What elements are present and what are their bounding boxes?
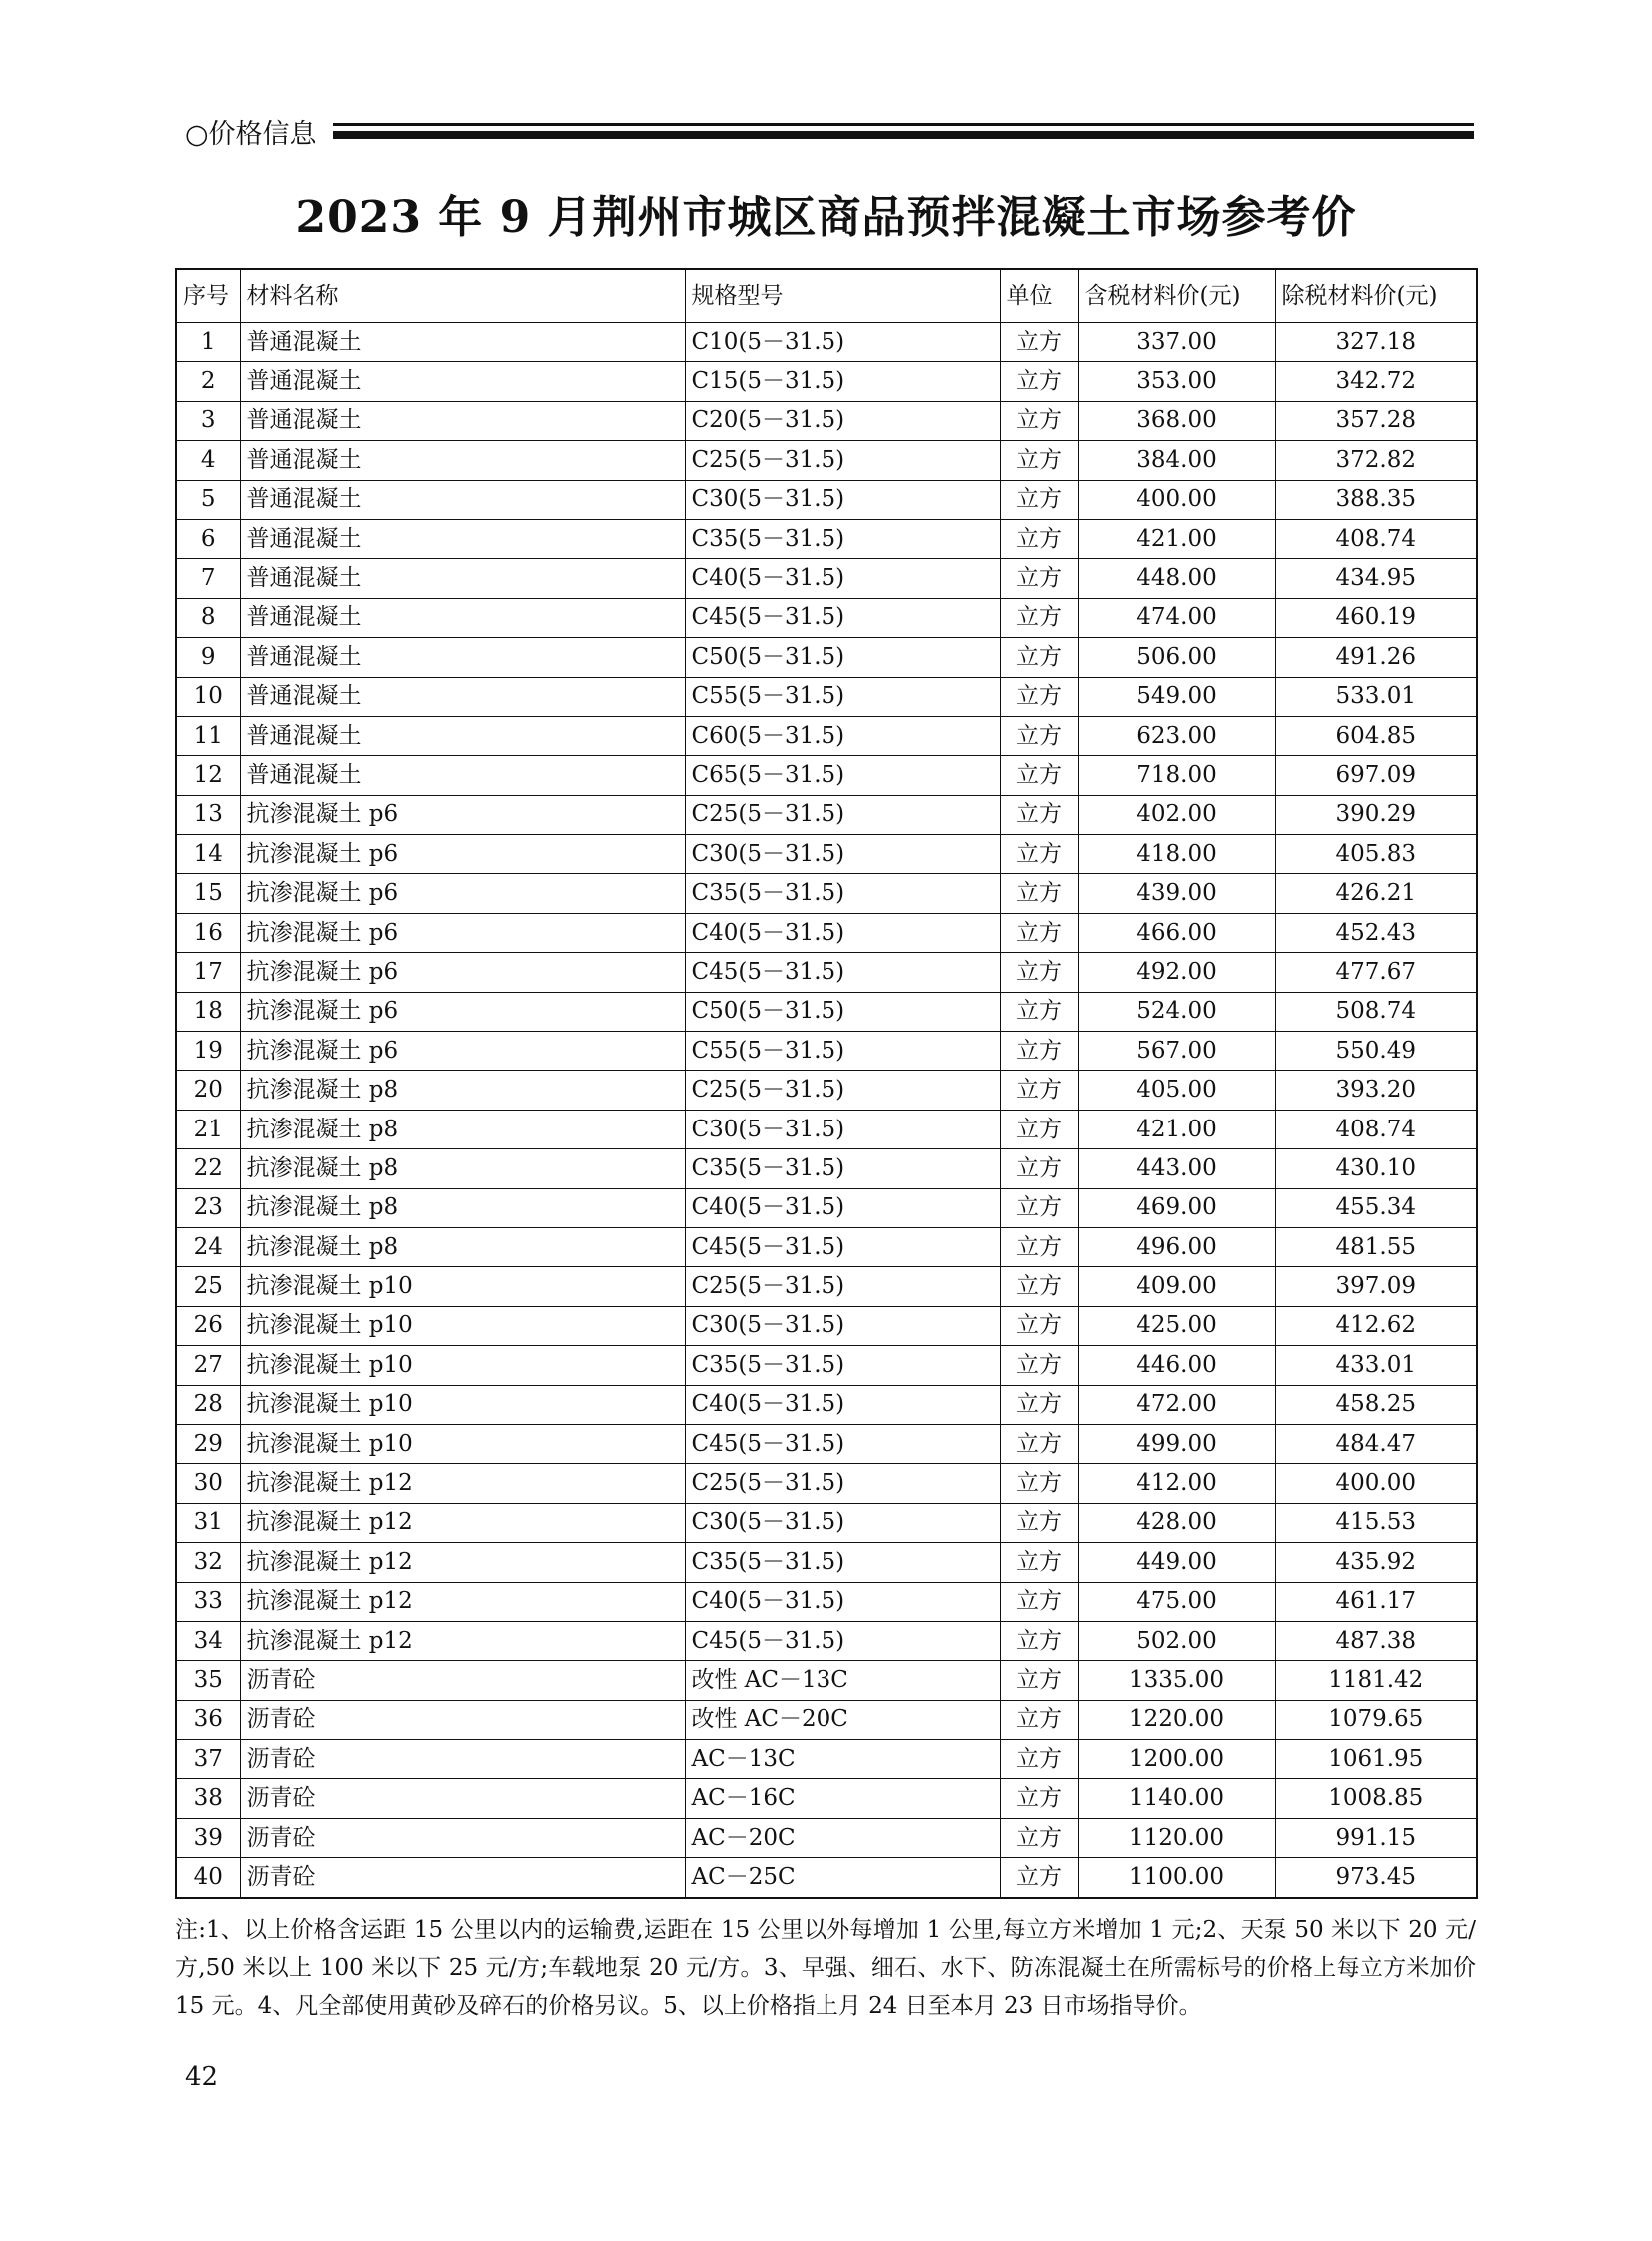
price-ex-tax: 991.15 — [1275, 1818, 1477, 1857]
price-with-tax: 421.00 — [1078, 1110, 1275, 1148]
table-row — [176, 1110, 1477, 1148]
table-row — [176, 1661, 1477, 1700]
price-with-tax: 409.00 — [1078, 1267, 1275, 1306]
price-with-tax: 474.00 — [1078, 598, 1275, 637]
table-row — [176, 1818, 1477, 1857]
row-number: 20 — [176, 1071, 240, 1110]
table-row — [176, 1424, 1477, 1463]
price-with-tax: 368.00 — [1078, 401, 1275, 440]
row-number: 12 — [176, 756, 240, 795]
row-number: 38 — [176, 1779, 240, 1818]
table-row — [176, 953, 1477, 992]
price-with-tax: 623.00 — [1078, 716, 1275, 755]
unit: 立方 — [1000, 992, 1078, 1031]
material-name: 普通混凝土 — [240, 519, 685, 558]
table-row — [176, 519, 1477, 558]
unit: 立方 — [1000, 1188, 1078, 1227]
header-rule-thin — [333, 123, 1474, 126]
unit: 立方 — [1000, 1464, 1078, 1503]
table-row — [176, 677, 1477, 716]
spec-model: C45(5－31.5) — [685, 953, 1000, 992]
spec-model: C25(5－31.5) — [685, 795, 1000, 834]
price-with-tax: 475.00 — [1078, 1582, 1275, 1621]
row-number: 39 — [176, 1818, 240, 1857]
unit: 立方 — [1000, 1149, 1078, 1188]
material-name: 抗渗混凝土 p6 — [240, 992, 685, 1031]
unit: 立方 — [1000, 1346, 1078, 1385]
price-ex-tax: 388.35 — [1275, 480, 1477, 519]
price-with-tax: 353.00 — [1078, 362, 1275, 401]
unit: 立方 — [1000, 1621, 1078, 1660]
price-ex-tax: 400.00 — [1275, 1464, 1477, 1503]
price-ex-tax: 390.29 — [1275, 795, 1477, 834]
row-number: 7 — [176, 559, 240, 598]
table-row — [176, 756, 1477, 795]
unit: 立方 — [1000, 1858, 1078, 1898]
notes-text: 注:1、以上价格含运距 15 公里以内的运输费,运距在 15 公里以外每增加 1 公里,每立方米增加 1 元;2、天泵 50 米以下 20 元/方,50 米以上 100 米以下 25 元/方;车载地泵 20 元/方。3、早强、细石、水下、防冻混凝土在所需标号的价格上每立方米加价 15 元。4、凡全部使用黄砂及碎石的价格另议。5、以上价格指上月 24 日至本月 23 日市场指导价。 — [175, 1917, 1476, 2019]
price-with-tax: 469.00 — [1078, 1188, 1275, 1227]
price-ex-tax: 973.45 — [1275, 1858, 1477, 1898]
table-row — [176, 992, 1477, 1031]
row-number: 14 — [176, 835, 240, 874]
unit: 立方 — [1000, 1032, 1078, 1071]
table-row — [176, 638, 1477, 677]
table-row — [176, 1543, 1477, 1582]
unit: 立方 — [1000, 1267, 1078, 1306]
price-with-tax: 1120.00 — [1078, 1818, 1275, 1857]
price-ex-tax: 430.10 — [1275, 1149, 1477, 1188]
row-number: 32 — [176, 1543, 240, 1582]
table-row — [176, 1149, 1477, 1188]
unit: 立方 — [1000, 559, 1078, 598]
price-with-tax: 405.00 — [1078, 1071, 1275, 1110]
table-row — [176, 1385, 1477, 1424]
section-header — [185, 115, 1474, 155]
spec-model: C45(5－31.5) — [685, 1424, 1000, 1463]
price-with-tax: 492.00 — [1078, 953, 1275, 992]
row-number: 22 — [176, 1149, 240, 1188]
material-name: 抗渗混凝土 p10 — [240, 1267, 685, 1306]
table-row — [176, 1464, 1477, 1503]
spec-model: C25(5－31.5) — [685, 1464, 1000, 1503]
material-name: 抗渗混凝土 p6 — [240, 874, 685, 913]
material-name: 普通混凝土 — [240, 638, 685, 677]
spec-model: C30(5－31.5) — [685, 1306, 1000, 1345]
table-row — [176, 1346, 1477, 1385]
row-number: 40 — [176, 1858, 240, 1898]
row-number: 6 — [176, 519, 240, 558]
row-number: 10 — [176, 677, 240, 716]
unit: 立方 — [1000, 835, 1078, 874]
unit: 立方 — [1000, 1661, 1078, 1700]
price-ex-tax: 477.67 — [1275, 953, 1477, 992]
table-row — [176, 1188, 1477, 1227]
material-name: 普通混凝土 — [240, 362, 685, 401]
price-with-tax: 421.00 — [1078, 519, 1275, 558]
unit: 立方 — [1000, 677, 1078, 716]
price-ex-tax: 433.01 — [1275, 1346, 1477, 1385]
price-with-tax: 472.00 — [1078, 1385, 1275, 1424]
unit: 立方 — [1000, 1582, 1078, 1621]
price-ex-tax: 508.74 — [1275, 992, 1477, 1031]
table-row — [176, 716, 1477, 755]
material-name: 普通混凝土 — [240, 559, 685, 598]
table-row — [176, 480, 1477, 519]
table-row — [176, 874, 1477, 913]
unit: 立方 — [1000, 1424, 1078, 1463]
material-name: 沥青砼 — [240, 1740, 685, 1779]
price-ex-tax: 412.62 — [1275, 1306, 1477, 1345]
material-name: 抗渗混凝土 p12 — [240, 1582, 685, 1621]
price-ex-tax: 342.72 — [1275, 362, 1477, 401]
row-number: 19 — [176, 1032, 240, 1071]
price-with-tax: 412.00 — [1078, 1464, 1275, 1503]
spec-model: C35(5－31.5) — [685, 1543, 1000, 1582]
material-name: 抗渗混凝土 p10 — [240, 1346, 685, 1385]
material-name: 抗渗混凝土 p10 — [240, 1306, 685, 1345]
unit: 立方 — [1000, 1110, 1078, 1148]
spec-model: C40(5－31.5) — [685, 1188, 1000, 1227]
unit: 立方 — [1000, 716, 1078, 755]
unit: 立方 — [1000, 441, 1078, 480]
spec-model: 改性 AC－13C — [685, 1661, 1000, 1700]
price-with-tax: 1220.00 — [1078, 1700, 1275, 1739]
table-row — [176, 559, 1477, 598]
material-name: 抗渗混凝土 p6 — [240, 1032, 685, 1071]
unit: 立方 — [1000, 1700, 1078, 1739]
price-ex-tax: 458.25 — [1275, 1385, 1477, 1424]
spec-model: C65(5－31.5) — [685, 756, 1000, 795]
spec-model: C50(5－31.5) — [685, 992, 1000, 1031]
row-number: 36 — [176, 1700, 240, 1739]
spec-model: C35(5－31.5) — [685, 874, 1000, 913]
material-name: 普通混凝土 — [240, 677, 685, 716]
column-header-unit: 单位 — [1000, 269, 1078, 323]
row-number: 27 — [176, 1346, 240, 1385]
price-with-tax: 337.00 — [1078, 323, 1275, 362]
price-with-tax: 1100.00 — [1078, 1858, 1275, 1898]
price-with-tax: 496.00 — [1078, 1227, 1275, 1266]
price-ex-tax: 550.49 — [1275, 1032, 1477, 1071]
spec-model: C15(5－31.5) — [685, 362, 1000, 401]
material-name: 抗渗混凝土 p6 — [240, 913, 685, 952]
price-with-tax: 443.00 — [1078, 1149, 1275, 1188]
material-name: 沥青砼 — [240, 1818, 685, 1857]
price-ex-tax: 397.09 — [1275, 1267, 1477, 1306]
row-number: 33 — [176, 1582, 240, 1621]
spec-model: C50(5－31.5) — [685, 638, 1000, 677]
price-ex-tax: 1079.65 — [1275, 1700, 1477, 1739]
table-header-row — [176, 269, 1477, 323]
price-ex-tax: 372.82 — [1275, 441, 1477, 480]
table-row — [176, 795, 1477, 834]
material-name: 抗渗混凝土 p8 — [240, 1149, 685, 1188]
row-number: 21 — [176, 1110, 240, 1148]
price-with-tax: 524.00 — [1078, 992, 1275, 1031]
unit: 立方 — [1000, 401, 1078, 440]
row-number: 16 — [176, 913, 240, 952]
spec-model: C10(5－31.5) — [685, 323, 1000, 362]
unit: 立方 — [1000, 1071, 1078, 1110]
price-ex-tax: 487.38 — [1275, 1621, 1477, 1660]
spec-model: AC－25C — [685, 1858, 1000, 1898]
column-header-material: 材料名称 — [240, 269, 685, 323]
row-number: 5 — [176, 480, 240, 519]
price-with-tax: 400.00 — [1078, 480, 1275, 519]
material-name: 抗渗混凝土 p8 — [240, 1227, 685, 1266]
row-number: 17 — [176, 953, 240, 992]
table-row — [176, 1858, 1477, 1898]
material-name: 抗渗混凝土 p8 — [240, 1110, 685, 1148]
spec-model: C30(5－31.5) — [685, 480, 1000, 519]
price-with-tax: 502.00 — [1078, 1621, 1275, 1660]
unit: 立方 — [1000, 1385, 1078, 1424]
table-row — [176, 362, 1477, 401]
table-row — [176, 441, 1477, 480]
price-with-tax: 449.00 — [1078, 1543, 1275, 1582]
price-ex-tax: 533.01 — [1275, 677, 1477, 716]
spec-model: C20(5－31.5) — [685, 401, 1000, 440]
spec-model: C40(5－31.5) — [685, 1385, 1000, 1424]
row-number: 31 — [176, 1503, 240, 1542]
price-ex-tax: 408.74 — [1275, 1110, 1477, 1148]
page-title: 2023 年 9 月荆州市城区商品预拌混凝土市场参考价 — [295, 192, 1357, 243]
unit: 立方 — [1000, 953, 1078, 992]
material-name: 抗渗混凝土 p10 — [240, 1385, 685, 1424]
price-with-tax: 425.00 — [1078, 1306, 1275, 1345]
price-with-tax: 1200.00 — [1078, 1740, 1275, 1779]
spec-model: C55(5－31.5) — [685, 677, 1000, 716]
price-ex-tax: 1181.42 — [1275, 1661, 1477, 1700]
header-rule-thick — [333, 131, 1474, 139]
row-number: 15 — [176, 874, 240, 913]
material-name: 抗渗混凝土 p6 — [240, 953, 685, 992]
material-name: 普通混凝土 — [240, 401, 685, 440]
material-name: 抗渗混凝土 p12 — [240, 1464, 685, 1503]
price-with-tax: 402.00 — [1078, 795, 1275, 834]
unit: 立方 — [1000, 1779, 1078, 1818]
spec-model: C35(5－31.5) — [685, 519, 1000, 558]
unit: 立方 — [1000, 1227, 1078, 1266]
row-number: 4 — [176, 441, 240, 480]
unit: 立方 — [1000, 1543, 1078, 1582]
row-number: 37 — [176, 1740, 240, 1779]
row-number: 24 — [176, 1227, 240, 1266]
page-number: 42 — [185, 2062, 219, 2092]
price-ex-tax: 357.28 — [1275, 401, 1477, 440]
price-with-tax: 448.00 — [1078, 559, 1275, 598]
material-name: 普通混凝土 — [240, 716, 685, 755]
table-row — [176, 1700, 1477, 1739]
material-name: 沥青砼 — [240, 1661, 685, 1700]
material-name: 抗渗混凝土 p12 — [240, 1503, 685, 1542]
unit: 立方 — [1000, 756, 1078, 795]
price-with-tax: 718.00 — [1078, 756, 1275, 795]
material-name: 普通混凝土 — [240, 323, 685, 362]
material-name: 沥青砼 — [240, 1858, 685, 1898]
price-with-tax: 567.00 — [1078, 1032, 1275, 1071]
material-name: 抗渗混凝土 p10 — [240, 1424, 685, 1463]
unit: 立方 — [1000, 1818, 1078, 1857]
spec-model: 改性 AC－20C — [685, 1700, 1000, 1739]
price-ex-tax: 460.19 — [1275, 598, 1477, 637]
material-name: 普通混凝土 — [240, 480, 685, 519]
price-ex-tax: 415.53 — [1275, 1503, 1477, 1542]
spec-model: C40(5－31.5) — [685, 1582, 1000, 1621]
price-ex-tax: 434.95 — [1275, 559, 1477, 598]
unit: 立方 — [1000, 1306, 1078, 1345]
row-number: 35 — [176, 1661, 240, 1700]
notes — [175, 1911, 1476, 2025]
spec-model: C40(5－31.5) — [685, 559, 1000, 598]
price-ex-tax: 452.43 — [1275, 913, 1477, 952]
table-row — [176, 1071, 1477, 1110]
row-number: 3 — [176, 401, 240, 440]
unit: 立方 — [1000, 1740, 1078, 1779]
section-label: ○价格信息 — [185, 115, 321, 155]
row-number: 23 — [176, 1188, 240, 1227]
table-body — [176, 323, 1477, 1898]
table-row — [176, 1582, 1477, 1621]
row-number: 25 — [176, 1267, 240, 1306]
spec-model: C60(5－31.5) — [685, 716, 1000, 755]
table-row — [176, 835, 1477, 874]
material-name: 沥青砼 — [240, 1700, 685, 1739]
unit: 立方 — [1000, 795, 1078, 834]
spec-model: C30(5－31.5) — [685, 835, 1000, 874]
spec-model: C35(5－31.5) — [685, 1346, 1000, 1385]
row-number: 1 — [176, 323, 240, 362]
table-row — [176, 1267, 1477, 1306]
spec-model: C25(5－31.5) — [685, 1267, 1000, 1306]
unit: 立方 — [1000, 1503, 1078, 1542]
price-ex-tax: 426.21 — [1275, 874, 1477, 913]
table-row — [176, 323, 1477, 362]
row-number: 13 — [176, 795, 240, 834]
price-ex-tax: 408.74 — [1275, 519, 1477, 558]
material-name: 抗渗混凝土 p12 — [240, 1543, 685, 1582]
spec-model: AC－13C — [685, 1740, 1000, 1779]
spec-model: AC－20C — [685, 1818, 1000, 1857]
price-with-tax: 1335.00 — [1078, 1661, 1275, 1700]
price-ex-tax: 1008.85 — [1275, 1779, 1477, 1818]
price-ex-tax: 491.26 — [1275, 638, 1477, 677]
column-header-price-ex-tax: 除税材料价(元) — [1275, 269, 1477, 323]
spec-model: C55(5－31.5) — [685, 1032, 1000, 1071]
price-with-tax: 1140.00 — [1078, 1779, 1275, 1818]
unit: 立方 — [1000, 913, 1078, 952]
column-header-price-with-tax: 含税材料价(元) — [1078, 269, 1275, 323]
spec-model: C45(5－31.5) — [685, 1621, 1000, 1660]
row-number: 26 — [176, 1306, 240, 1345]
price-ex-tax: 405.83 — [1275, 835, 1477, 874]
table-row — [176, 1227, 1477, 1266]
unit: 立方 — [1000, 362, 1078, 401]
table-row — [176, 1740, 1477, 1779]
price-ex-tax: 604.85 — [1275, 716, 1477, 755]
material-name: 抗渗混凝土 p8 — [240, 1071, 685, 1110]
row-number: 28 — [176, 1385, 240, 1424]
column-header-spec: 规格型号 — [685, 269, 1000, 323]
row-number: 29 — [176, 1424, 240, 1463]
spec-model: AC－16C — [685, 1779, 1000, 1818]
column-header-no: 序号 — [176, 269, 240, 323]
price-ex-tax: 1061.95 — [1275, 1740, 1477, 1779]
price-with-tax: 446.00 — [1078, 1346, 1275, 1385]
row-number: 9 — [176, 638, 240, 677]
table-row — [176, 1621, 1477, 1660]
spec-model: C35(5－31.5) — [685, 1149, 1000, 1188]
spec-model: C25(5－31.5) — [685, 441, 1000, 480]
spec-model: C30(5－31.5) — [685, 1503, 1000, 1542]
price-table — [175, 268, 1478, 1899]
material-name: 普通混凝土 — [240, 441, 685, 480]
row-number: 34 — [176, 1621, 240, 1660]
price-with-tax: 466.00 — [1078, 913, 1275, 952]
row-number: 2 — [176, 362, 240, 401]
spec-model: C30(5－31.5) — [685, 1110, 1000, 1148]
price-with-tax: 439.00 — [1078, 874, 1275, 913]
spec-model: C45(5－31.5) — [685, 1227, 1000, 1266]
unit: 立方 — [1000, 598, 1078, 637]
row-number: 18 — [176, 992, 240, 1031]
row-number: 11 — [176, 716, 240, 755]
price-ex-tax: 327.18 — [1275, 323, 1477, 362]
price-with-tax: 418.00 — [1078, 835, 1275, 874]
material-name: 抗渗混凝土 p8 — [240, 1188, 685, 1227]
material-name: 抗渗混凝土 p6 — [240, 795, 685, 834]
price-with-tax: 384.00 — [1078, 441, 1275, 480]
unit: 立方 — [1000, 480, 1078, 519]
table-row — [176, 598, 1477, 637]
price-ex-tax: 484.47 — [1275, 1424, 1477, 1463]
unit: 立方 — [1000, 323, 1078, 362]
table-row — [176, 1503, 1477, 1542]
price-ex-tax: 697.09 — [1275, 756, 1477, 795]
material-name: 沥青砼 — [240, 1779, 685, 1818]
material-name: 抗渗混凝土 p6 — [240, 835, 685, 874]
price-ex-tax: 455.34 — [1275, 1188, 1477, 1227]
table-row — [176, 401, 1477, 440]
price-with-tax: 428.00 — [1078, 1503, 1275, 1542]
price-with-tax: 499.00 — [1078, 1424, 1275, 1463]
table-row — [176, 913, 1477, 952]
price-ex-tax: 461.17 — [1275, 1582, 1477, 1621]
table-row — [176, 1032, 1477, 1071]
price-ex-tax: 393.20 — [1275, 1071, 1477, 1110]
row-number: 30 — [176, 1464, 240, 1503]
price-with-tax: 506.00 — [1078, 638, 1275, 677]
price-ex-tax: 481.55 — [1275, 1227, 1477, 1266]
unit: 立方 — [1000, 638, 1078, 677]
spec-model: C45(5－31.5) — [685, 598, 1000, 637]
price-ex-tax: 435.92 — [1275, 1543, 1477, 1582]
material-name: 普通混凝土 — [240, 598, 685, 637]
material-name: 普通混凝土 — [240, 756, 685, 795]
material-name: 抗渗混凝土 p12 — [240, 1621, 685, 1660]
price-with-tax: 549.00 — [1078, 677, 1275, 716]
table-row — [176, 1306, 1477, 1345]
row-number: 8 — [176, 598, 240, 637]
unit: 立方 — [1000, 519, 1078, 558]
unit: 立方 — [1000, 874, 1078, 913]
spec-model: C25(5－31.5) — [685, 1071, 1000, 1110]
spec-model: C40(5－31.5) — [685, 913, 1000, 952]
table-row — [176, 1779, 1477, 1818]
